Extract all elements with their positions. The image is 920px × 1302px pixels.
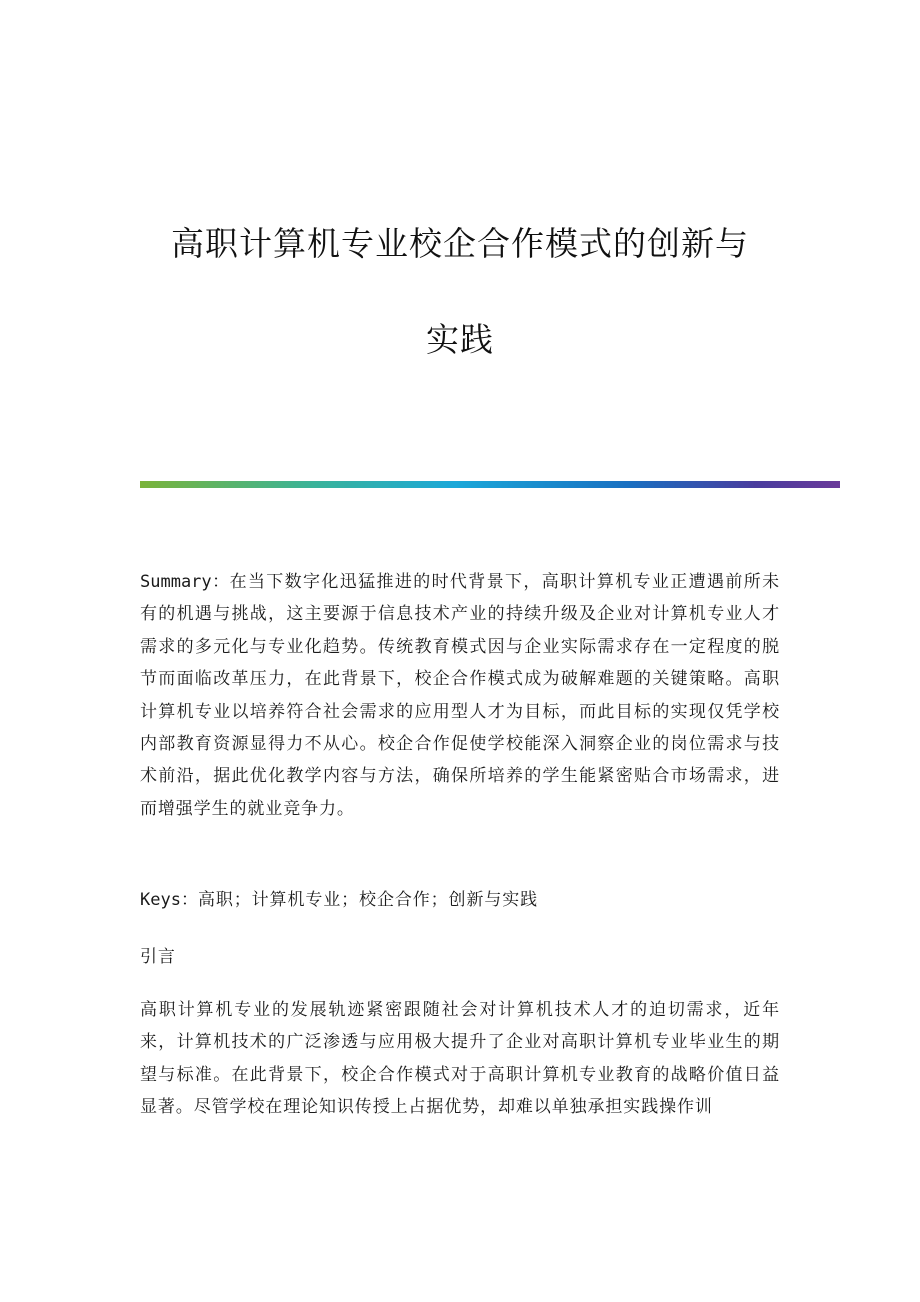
summary-text: 在当下数字化迅猛推进的时代背景下，高职计算机专业正遭遇前所未有的机遇与挑战，这主要源于信息技术产业的持续升级及企业对计算机专业人才需求的多元化与专业化趋势。传统教育模式因与企业实际需求存在一定程度的脱节而面临改革压力，在此背景下，校企合作模式成为破解难题的关键策略。高职计算机专业以培养符合社会需求的应用型人才为目标，而此目标的实现仅凭学校内部教育资源显得力不从心。校企合作促使学校能深入洞察企业的岗位需求与技术前沿，据此优化教学内容与方法，确保所培养的学生能紧密贴合市场需求，进而增强学生的就业竞争力。 xyxy=(140,572,780,819)
document-title-line-1: 高职计算机专业校企合作模式的创新与 xyxy=(171,224,749,263)
summary-paragraph xyxy=(140,566,780,825)
intro-paragraph: 高职计算机专业的发展轨迹紧密跟随社会对计算机技术人才的迫切需求，近年来，计算机技术的广泛渗透与应用极大提升了企业对高职计算机专业毕业生的期望与标准。在此背景下，校企合作模式对于高职计算机专业教育的战略价值日益显著。尽管学校在理论知识传授上占据优势，却难以单独承担实践操作训 xyxy=(140,1000,780,1118)
keywords-line xyxy=(140,884,780,916)
keys-label: Keys： xyxy=(140,890,198,910)
gradient-divider xyxy=(140,481,840,488)
intro-heading: 引言 xyxy=(140,947,176,967)
summary-label: Summary： xyxy=(140,572,230,592)
document-title-line-2: 实践 xyxy=(426,320,494,359)
keys-text: 高职；计算机专业；校企合作；创新与实践 xyxy=(197,890,539,910)
